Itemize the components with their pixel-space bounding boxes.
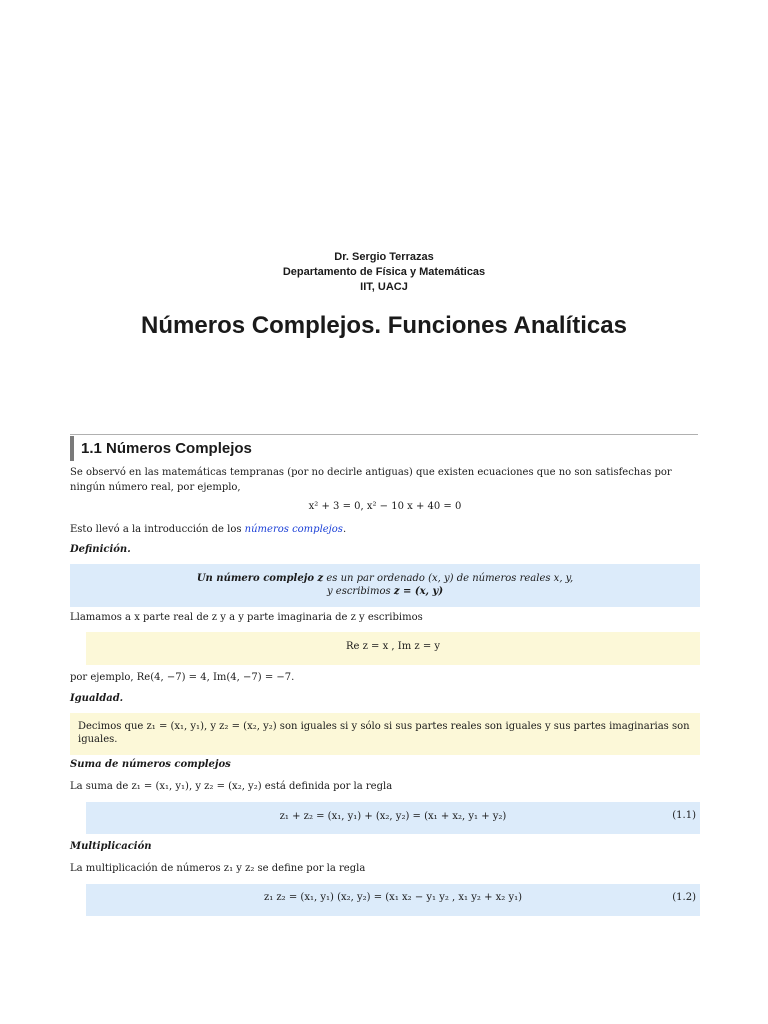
sum-equation: z₁ + z₂ = (x₁, y₁) + (x₂, y₂) = (x₁ + x₂, y₁ + y₂)	[279, 811, 507, 822]
intro-paragraph: Se observó en las matemáticas tempranas (por no decirle antiguas) que existen ecuaciones que no son satisfechas por ningún número real, por ejemplo,	[70, 467, 672, 493]
department-name: Departamento de Física y Matemáticas	[282, 266, 486, 278]
example-sentence: por ejemplo, Re(4, −7) = 4, Im(4, −7) = −7.	[70, 672, 295, 683]
sum-equation-box	[86, 802, 700, 834]
author-header	[0, 250, 768, 295]
multiplication-label: Multiplicación	[70, 841, 152, 852]
re-im-equation-box	[86, 632, 700, 665]
complex-numbers-link[interactable]: números complejos	[244, 524, 343, 535]
re-im-equation: Re z = x , Im z = y	[345, 641, 441, 652]
equality-text: Decimos que z₁ = (x₁, y₁), y z₂ = (x₂, y₂) son iguales si y sólo si sus partes reales son iguales y sus partes imaginarias son iguales.	[78, 721, 690, 745]
complex-intro-prefix: Esto llevó a la introducción de los	[70, 524, 245, 535]
definition-label: Definición.	[70, 544, 131, 555]
institution-name: IIT, UACJ	[360, 281, 408, 293]
definition-line-2: y escribimos z = (x, y)	[326, 586, 444, 597]
definition-line-1: Un número complejo z es un par ordenado (x, y) de números reales x, y,	[196, 573, 574, 584]
complex-intro-suffix: .	[342, 524, 347, 535]
multiplication-text: La multiplicación de números z₁ y z₂ se define por la regla	[70, 863, 366, 874]
multiplication-equation: z₁ z₂ = (x₁, y₁) (x₂, y₂) = (x₁ x₂ − y₁ y₂ , x₁ y₂ + x₂ y₁)	[263, 892, 523, 903]
intro-equations: x² + 3 = 0, x² − 10 x + 40 = 0	[308, 501, 462, 512]
author-name: Dr. Sergio Terrazas	[334, 251, 434, 263]
complex-intro-sentence	[70, 522, 700, 537]
equality-label: Igualdad.	[70, 693, 124, 704]
sum-label: Suma de números complejos	[70, 759, 231, 770]
section-heading-text: 1.1 Números Complejos	[81, 440, 252, 457]
multiplication-equation-box	[86, 884, 700, 916]
equality-box	[70, 713, 700, 755]
section-heading	[70, 434, 698, 462]
document-title: Números Complejos. Funciones Analíticas	[141, 312, 627, 339]
section-heading-bar	[70, 436, 74, 461]
definition-box	[70, 564, 700, 607]
equation-number-1-1: (1.1)	[672, 810, 696, 821]
sum-text: La suma de z₁ = (x₁, y₁), y z₂ = (x₂, y₂) está definida por la regla	[70, 781, 393, 792]
equation-number-1-2: (1.2)	[672, 892, 696, 903]
real-imaginary-sentence: Llamamos a x parte real de z y a y parte imaginaria de z y escribimos	[70, 612, 423, 623]
